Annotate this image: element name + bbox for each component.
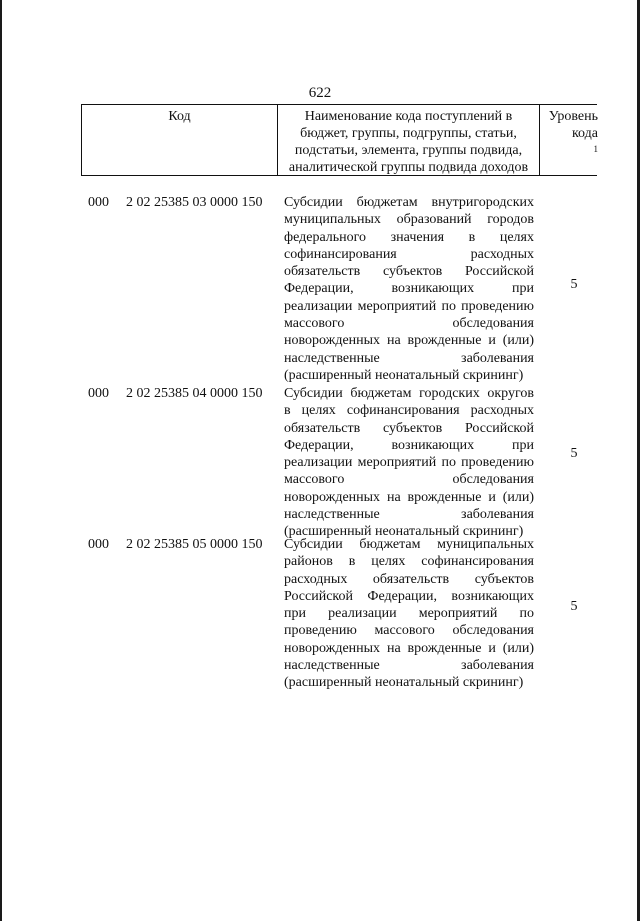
description-line: обязательств субъектов Российской (284, 420, 534, 436)
income-code: 2 02 25385 05 0000 150 (126, 537, 263, 552)
description-line: расходных обязательств субъектов (284, 571, 534, 587)
income-code: 2 02 25385 04 0000 150 (126, 386, 263, 401)
header-name-line: Наименование кода поступлений в (304, 109, 513, 124)
description-line: наследственные заболевания (284, 507, 534, 523)
row-description (284, 536, 534, 692)
header-level-line1: Уровень (548, 109, 598, 124)
description-line: при реализации мероприятий по (284, 606, 534, 622)
header-code-label: Код (168, 109, 191, 124)
description-line: реализации мероприятий по проведению (284, 455, 534, 471)
description-line: Субсидии бюджетам городских округов (284, 386, 534, 401)
description-line: федерального значения в целях (284, 229, 534, 245)
header-name-column (278, 105, 540, 175)
footnote-marker: 1 (593, 144, 598, 154)
admin-code: 000 (88, 537, 109, 552)
description-line: массового обследования (284, 472, 534, 488)
description-line: софинансирования расходных (284, 246, 534, 262)
header-level-column (540, 105, 598, 175)
description-line: новорожденных на врожденные и (или) (284, 640, 534, 656)
table-header (81, 104, 597, 176)
page-number: 622 (308, 85, 332, 101)
description-line: проведению массового обследования (284, 623, 534, 639)
description-line: в целях софинансирования расходных (284, 403, 534, 419)
description-line: новорожденных на врожденные и (или) (284, 333, 534, 349)
row-description (284, 194, 534, 384)
header-name-line: подстатьи, элемента, группы подвида, (294, 143, 523, 158)
scan-edge-left (0, 0, 2, 921)
description-line: Федерации, возникающих при (284, 437, 534, 453)
admin-code: 000 (88, 195, 109, 210)
header-level-line2: кода $^1$ (571, 126, 598, 154)
description-line: муниципальных образований городов (284, 212, 534, 228)
description-line: (расширенный неонатальный скрининг) (284, 675, 524, 691)
description-line: районов в целях софинансирования (284, 554, 534, 570)
description-line: Субсидии бюджетам внутригородских (284, 195, 534, 210)
description-line: наследственные заболевания (284, 350, 534, 366)
description-line: Федерации, возникающих при (284, 281, 534, 297)
income-code: 2 02 25385 03 0000 150 (126, 195, 263, 210)
description-line: реализации мероприятий по проведению (284, 298, 534, 314)
description-line: наследственные заболевания (284, 658, 534, 674)
header-name-line: аналитической группы подвида доходов (288, 160, 529, 175)
description-line: (расширенный неонатальный скрининг) (284, 524, 524, 540)
level-value: 5 (570, 446, 578, 461)
level-value: 5 (570, 277, 578, 292)
description-line: новорожденных на врожденные и (или) (284, 489, 534, 505)
header-code-column (82, 105, 278, 175)
header-name-line: бюджет, группы, подгруппы, статьи, (300, 126, 517, 141)
description-line: Субсидии бюджетам муниципальных (284, 537, 534, 552)
admin-code: 000 (88, 386, 109, 401)
level-value: 5 (570, 599, 578, 614)
row-description (284, 385, 534, 541)
description-line: Российской Федерации, возникающих (284, 588, 534, 604)
description-line: (расширенный неонатальный скрининг) (284, 367, 524, 383)
description-line: массового обследования (284, 316, 534, 332)
description-line: обязательств субъектов Российской (284, 264, 534, 280)
